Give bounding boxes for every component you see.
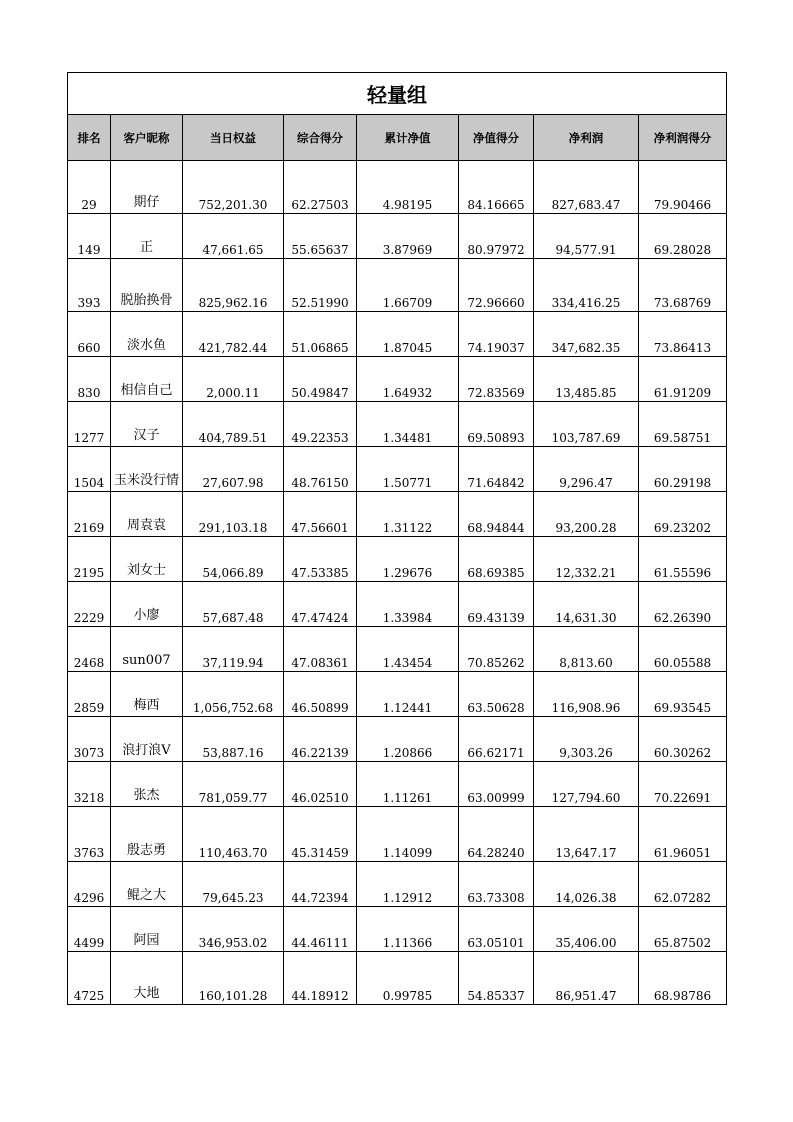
cell-profit-score: 62.26390 <box>639 582 727 627</box>
ranking-sheet <box>67 72 726 1005</box>
title-row <box>68 73 727 115</box>
cell-profit: 14,026.38 <box>534 862 639 907</box>
cell-score: 47.53385 <box>284 537 357 582</box>
cell-name: 相信自己 <box>111 357 183 402</box>
cell-profit-score: 68.98786 <box>639 952 727 1005</box>
cell-rank: 2169 <box>68 492 111 537</box>
table-body <box>68 161 727 1005</box>
table-title: 轻量组 <box>68 73 727 115</box>
table-row <box>68 627 727 672</box>
col-header-profit-score: 净利润得分 <box>639 115 727 161</box>
cell-profit: 94,577.91 <box>534 214 639 259</box>
cell-rank: 660 <box>68 312 111 357</box>
cell-profit: 13,485.85 <box>534 357 639 402</box>
table-row <box>68 717 727 762</box>
cell-nav-score: 68.94844 <box>459 492 534 537</box>
cell-profit: 103,787.69 <box>534 402 639 447</box>
cell-profit-score: 69.23202 <box>639 492 727 537</box>
col-header-nav-score: 净值得分 <box>459 115 534 161</box>
cell-nav: 1.14099 <box>357 807 459 862</box>
cell-nav-score: 70.85262 <box>459 627 534 672</box>
cell-nav-score: 54.85337 <box>459 952 534 1005</box>
cell-profit-score: 60.05588 <box>639 627 727 672</box>
cell-rank: 2859 <box>68 672 111 717</box>
cell-name: 小廖 <box>111 582 183 627</box>
cell-rank: 4725 <box>68 952 111 1005</box>
cell-nav-score: 80.97972 <box>459 214 534 259</box>
cell-nav-score: 69.50893 <box>459 402 534 447</box>
cell-nav: 1.29676 <box>357 537 459 582</box>
cell-profit-score: 69.28028 <box>639 214 727 259</box>
cell-profit: 35,406.00 <box>534 907 639 952</box>
table-row <box>68 357 727 402</box>
col-header-name: 客户昵称 <box>111 115 183 161</box>
cell-rank: 3218 <box>68 762 111 807</box>
cell-profit: 334,416.25 <box>534 259 639 312</box>
cell-score: 47.08361 <box>284 627 357 672</box>
cell-nav: 1.66709 <box>357 259 459 312</box>
cell-profit: 127,794.60 <box>534 762 639 807</box>
cell-nav-score: 66.62171 <box>459 717 534 762</box>
table-row <box>68 214 727 259</box>
cell-profit: 12,332.21 <box>534 537 639 582</box>
cell-rank: 4296 <box>68 862 111 907</box>
table-row <box>68 807 727 862</box>
cell-equity: 79,645.23 <box>183 862 284 907</box>
cell-rank: 1504 <box>68 447 111 492</box>
col-header-rank: 排名 <box>68 115 111 161</box>
cell-nav: 1.34481 <box>357 402 459 447</box>
cell-nav-score: 72.96660 <box>459 259 534 312</box>
cell-profit-score: 69.93545 <box>639 672 727 717</box>
col-header-equity: 当日权益 <box>183 115 284 161</box>
cell-name: 周袁袁 <box>111 492 183 537</box>
table-row <box>68 862 727 907</box>
cell-rank: 2468 <box>68 627 111 672</box>
ranking-table <box>67 72 727 1005</box>
cell-score: 44.46111 <box>284 907 357 952</box>
cell-profit-score: 61.96051 <box>639 807 727 862</box>
cell-nav: 0.99785 <box>357 952 459 1005</box>
table-row <box>68 582 727 627</box>
cell-profit: 9,303.26 <box>534 717 639 762</box>
cell-score: 51.06865 <box>284 312 357 357</box>
cell-name: 刘女士 <box>111 537 183 582</box>
cell-nav: 1.87045 <box>357 312 459 357</box>
cell-rank: 830 <box>68 357 111 402</box>
cell-name: 期仔 <box>111 161 183 214</box>
cell-profit: 14,631.30 <box>534 582 639 627</box>
cell-equity: 781,059.77 <box>183 762 284 807</box>
cell-equity: 404,789.51 <box>183 402 284 447</box>
cell-equity: 57,687.48 <box>183 582 284 627</box>
cell-name: 殷志勇 <box>111 807 183 862</box>
cell-nav-score: 71.64842 <box>459 447 534 492</box>
cell-score: 49.22353 <box>284 402 357 447</box>
cell-score: 47.56601 <box>284 492 357 537</box>
cell-name: 汉子 <box>111 402 183 447</box>
cell-rank: 29 <box>68 161 111 214</box>
cell-rank: 1277 <box>68 402 111 447</box>
table-row <box>68 537 727 582</box>
cell-profit-score: 60.30262 <box>639 717 727 762</box>
cell-nav-score: 63.00999 <box>459 762 534 807</box>
table-row <box>68 161 727 214</box>
cell-score: 62.27503 <box>284 161 357 214</box>
cell-equity: 27,607.98 <box>183 447 284 492</box>
cell-nav-score: 63.73308 <box>459 862 534 907</box>
cell-nav: 1.12441 <box>357 672 459 717</box>
cell-equity: 47,661.65 <box>183 214 284 259</box>
header-row <box>68 115 727 161</box>
cell-rank: 2229 <box>68 582 111 627</box>
cell-profit-score: 69.58751 <box>639 402 727 447</box>
cell-equity: 53,887.16 <box>183 717 284 762</box>
cell-profit: 8,813.60 <box>534 627 639 672</box>
cell-rank: 3763 <box>68 807 111 862</box>
cell-score: 47.47424 <box>284 582 357 627</box>
cell-nav: 1.43454 <box>357 627 459 672</box>
cell-name: 正 <box>111 214 183 259</box>
cell-equity: 825,962.16 <box>183 259 284 312</box>
cell-profit-score: 61.55596 <box>639 537 727 582</box>
cell-nav: 1.64932 <box>357 357 459 402</box>
cell-equity: 54,066.89 <box>183 537 284 582</box>
cell-name: 脱胎换骨 <box>111 259 183 312</box>
table-row <box>68 447 727 492</box>
cell-rank: 393 <box>68 259 111 312</box>
cell-nav-score: 68.69385 <box>459 537 534 582</box>
cell-profit-score: 62.07282 <box>639 862 727 907</box>
cell-profit: 86,951.47 <box>534 952 639 1005</box>
table-row <box>68 312 727 357</box>
cell-score: 45.31459 <box>284 807 357 862</box>
cell-equity: 37,119.94 <box>183 627 284 672</box>
cell-rank: 4499 <box>68 907 111 952</box>
table-row <box>68 907 727 952</box>
table-row <box>68 259 727 312</box>
cell-equity: 1,056,752.68 <box>183 672 284 717</box>
cell-nav: 3.87969 <box>357 214 459 259</box>
cell-nav: 1.20866 <box>357 717 459 762</box>
cell-equity: 2,000.11 <box>183 357 284 402</box>
cell-name: 鲲之大 <box>111 862 183 907</box>
cell-rank: 2195 <box>68 537 111 582</box>
cell-nav: 1.11261 <box>357 762 459 807</box>
table-row <box>68 952 727 1005</box>
cell-nav-score: 63.05101 <box>459 907 534 952</box>
cell-name: 玉米没行情 <box>111 447 183 492</box>
cell-name: 梅西 <box>111 672 183 717</box>
cell-name: 大地 <box>111 952 183 1005</box>
cell-rank: 3073 <box>68 717 111 762</box>
cell-profit-score: 60.29198 <box>639 447 727 492</box>
col-header-score: 综合得分 <box>284 115 357 161</box>
cell-equity: 110,463.70 <box>183 807 284 862</box>
cell-profit-score: 79.90466 <box>639 161 727 214</box>
cell-nav: 1.11366 <box>357 907 459 952</box>
cell-profit: 9,296.47 <box>534 447 639 492</box>
table-row <box>68 762 727 807</box>
cell-nav: 4.98195 <box>357 161 459 214</box>
cell-equity: 160,101.28 <box>183 952 284 1005</box>
cell-nav: 1.31122 <box>357 492 459 537</box>
cell-nav-score: 69.43139 <box>459 582 534 627</box>
cell-score: 52.51990 <box>284 259 357 312</box>
cell-nav-score: 72.83569 <box>459 357 534 402</box>
cell-name: 淡水鱼 <box>111 312 183 357</box>
cell-score: 46.50899 <box>284 672 357 717</box>
cell-profit-score: 73.86413 <box>639 312 727 357</box>
cell-nav: 1.12912 <box>357 862 459 907</box>
col-header-profit: 净利润 <box>534 115 639 161</box>
cell-nav-score: 63.50628 <box>459 672 534 717</box>
cell-profit: 347,682.35 <box>534 312 639 357</box>
cell-profit-score: 61.91209 <box>639 357 727 402</box>
cell-rank: 149 <box>68 214 111 259</box>
cell-nav: 1.50771 <box>357 447 459 492</box>
cell-name: 阿园 <box>111 907 183 952</box>
col-header-nav: 累计净值 <box>357 115 459 161</box>
cell-score: 50.49847 <box>284 357 357 402</box>
cell-profit: 827,683.47 <box>534 161 639 214</box>
cell-score: 55.65637 <box>284 214 357 259</box>
cell-profit: 116,908.96 <box>534 672 639 717</box>
cell-nav-score: 64.28240 <box>459 807 534 862</box>
cell-profit-score: 73.68769 <box>639 259 727 312</box>
table-row <box>68 672 727 717</box>
table-row <box>68 492 727 537</box>
cell-equity: 421,782.44 <box>183 312 284 357</box>
cell-equity: 346,953.02 <box>183 907 284 952</box>
cell-nav-score: 84.16665 <box>459 161 534 214</box>
cell-nav: 1.33984 <box>357 582 459 627</box>
cell-score: 44.72394 <box>284 862 357 907</box>
cell-profit-score: 70.22691 <box>639 762 727 807</box>
cell-equity: 291,103.18 <box>183 492 284 537</box>
cell-score: 48.76150 <box>284 447 357 492</box>
cell-score: 46.22139 <box>284 717 357 762</box>
cell-equity: 752,201.30 <box>183 161 284 214</box>
cell-nav-score: 74.19037 <box>459 312 534 357</box>
cell-name: sun007 <box>111 627 183 672</box>
cell-name: 张杰 <box>111 762 183 807</box>
cell-profit: 93,200.28 <box>534 492 639 537</box>
cell-score: 46.02510 <box>284 762 357 807</box>
cell-name: 浪打浪V <box>111 717 183 762</box>
table-row <box>68 402 727 447</box>
cell-score: 44.18912 <box>284 952 357 1005</box>
cell-profit: 13,647.17 <box>534 807 639 862</box>
cell-profit-score: 65.87502 <box>639 907 727 952</box>
